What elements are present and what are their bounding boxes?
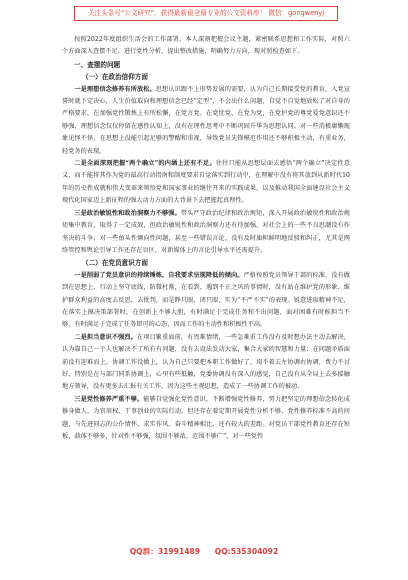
section-heading: 一、查摆的问题	[74, 60, 121, 69]
qq-text: QQ:535304092	[214, 547, 279, 556]
paragraph-text: 严格按照党员领导干部的标准，没有做到在思想上、行动上坚守底线，防微杜渐，在看到、遇到不正之风的事情时，没有站在维护党的形象、维护群众利益的高度去反思，去批判，而是睁只眼、闭只眼，实为“不严不实”的表现。锐意进取精神不足，在落实上摸决策部署时，在创新上不够大胆，有时满足于完成任务和不出问题，面对困难有时候担当不够，有时满足于完成了任务即可的心态，因而工作的主动性和积极性不高。	[62, 271, 351, 329]
paragraph-lead: 三是政治敏锐性和政治洞察力不够强。	[74, 209, 181, 217]
subsection-heading-political: （一）在政治信仰方面	[82, 73, 148, 82]
paragraph-two-establishments	[62, 158, 350, 208]
qq-group-text: QQ群：31991489	[129, 547, 201, 556]
intro-paragraph: 按照2022年度组织生活会的工作部署，本人深刻把握会议主题，紧密联系思想和工作实际，对照六个方面深入查摆不足，进行党性分析，提出整改措施，明确努力方向，现对照检查如下。	[62, 36, 350, 56]
paragraph-text: 带头严守政治纪律和政治规矩，深入开展政治敏锐性和政治规矩集中教育，取得了一定成效，但政治敏锐性和政治洞察力还有待加强，对社会上的一些不良思潮没有作坚决的斗争，对一些鱼头性倾向性问题，甚至一些错误言论，没有及时旗帜鲜明地反驳和纠正，尤其是网络管控和舆论引导工作还存在盲区，对新媒体上的言论引导水平还需提升。	[62, 209, 350, 254]
paragraph-text: 往往只能从思想层面去感悟“两个确立”决定性意义，而不能将其作为党的最高行动指南和制度要求自觉落实到行动中，在理解中没有将其放到从新时代10年的历史性成就和伟大变革来领悟党和国家事业的继往开来的实践成果，以及推动我国全面建设社会主义现代化国家迈上新征程的强大动力方面的大背景下去把握起真理性。	[62, 160, 350, 205]
paragraph-text: 思想认识跟不上形势发展的需要，认为自己长期接受党的教育，入党宣誓时就下定决心，人生价值取向和理想信念已经“定型”，不会出什么问题，自觉不自觉地放松了对自身的严格要求，在加强党性锻炼上有所松懈，在党言党、在党忧党、在党为党，在党护党的尊党爱党意识还不够强，理想信念仅仅停留在感性认知上，没有在理性思考中不断巩固升华为思想认同。对一些消极庸懒现象见怪不怪，在思想上没能引起足够的警醒和重视，导致党员先锋模范作用还不够积极主动，有重业务，轻党务的表现。	[62, 85, 350, 155]
document-body	[62, 34, 350, 443]
paragraph-lead: 二是担当意识不强烈。	[74, 333, 137, 341]
subsection-heading-party-awareness: （二）在党员意识方面	[82, 259, 148, 268]
paragraph-party-awareness	[62, 270, 350, 332]
paragraph-ideals	[62, 84, 350, 158]
paragraph-lead: 一是削弱了党员意识的持续锤炼，自我要求呈现降低的倾向。	[74, 271, 244, 279]
source-banner: 关注头条号“公文研究”，获得最新最全最专业的公文资料库！ 微信：gongwenyj	[74, 6, 338, 21]
paragraph-lead: 一是理想信念修养有所放松。	[74, 85, 156, 93]
paragraph-responsibility	[62, 332, 350, 394]
paragraph-lead: 二是全面深刻把握“两个确立”的内涵上还有不足。	[74, 160, 216, 168]
paragraph-text: 在项目繁重面前，有畏难情绪，一些急难重工作没有及时想办法主动去解决，认为靠自己一个人也解决不了所有有问题，没有去设法发动大家，集合大家的智慧和力量；在问题矛盾面前没有迎难而上，协调工作没做上，认为自己只要把本职工作做好了，用不着去左协调右协调，费力不讨好，特别是在与部门同系协调上，心里有些抵触，党委协调没有深入的感觉，自己没有从全局上去多接触地方领导，没有更多去汇报有关工作，因为这些主观思想，造成了一些协调工作的被动。	[62, 333, 350, 391]
paragraph-text: 能够自觉强化党性意识，不断增强党性修养，努力把坚定的理想信念转化成修身做人，为官用权、干事创业的实际行动。但还存在着定期开展党性分析不够、党性修养标准不高的问题，与先进同志的公仆情怀、求实作风、奋斗精神相比，还有较大的差距。对党员干部党性教育还存在短板，载体不够多，针对性不够强，氛围不够浓、范围不够广”，对一些党性	[62, 395, 350, 440]
paragraph-political-sensitivity	[62, 208, 350, 258]
contact-footer	[0, 546, 408, 557]
paragraph-lead: 三是党性修养严重不够。	[74, 395, 144, 403]
paragraph-party-spirit	[62, 394, 350, 444]
